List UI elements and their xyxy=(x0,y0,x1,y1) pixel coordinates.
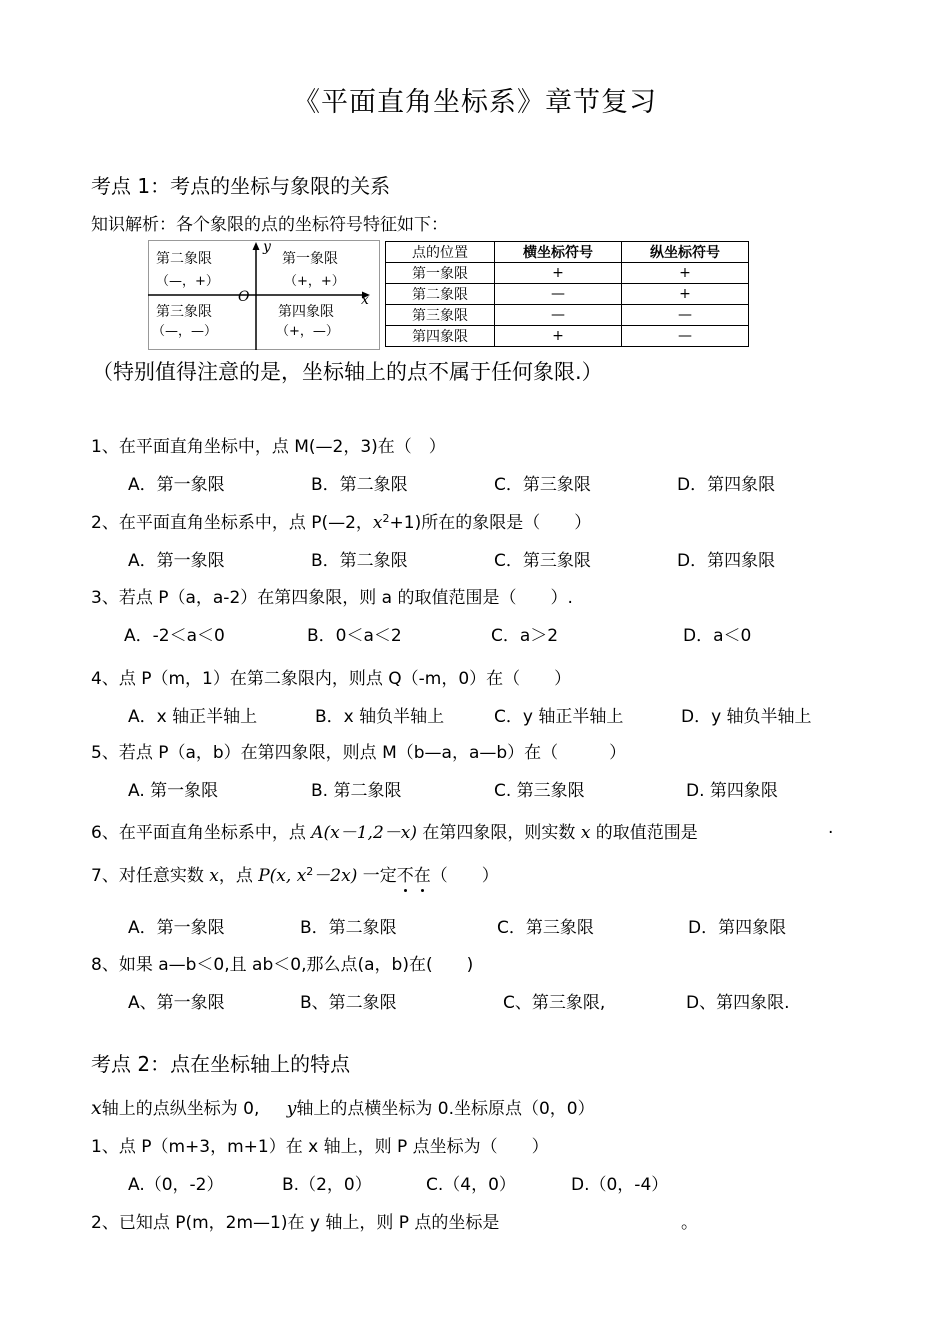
s2q2-answer-end: 。 xyxy=(681,1213,698,1233)
y-axis-rule-text: 轴上的点横坐标为 0.坐标原点（0，0） xyxy=(296,1099,595,1119)
quadrant-3-name: 第三象限 xyxy=(156,304,212,320)
q5-option-c: C. 第三象限 xyxy=(494,781,585,801)
q4-option-d: D．y 轴负半轴上 xyxy=(681,707,812,727)
table-row xyxy=(386,305,749,326)
origin-label: O xyxy=(238,289,250,305)
q6-text-start: 6、在平面直角坐标系中，点 xyxy=(91,823,312,843)
question-3: 3、若点 P（a，a-2）在第四象限，则 a 的取值范围是（ ）. xyxy=(91,588,573,608)
q6-formula: A(x－1,2－x) xyxy=(311,823,417,843)
q4-option-c: C．y 轴正半轴上 xyxy=(494,707,624,727)
section2-question-1: 1、点 P（m+3，m+1）在 x 轴上，则 P 点坐标为（ ） xyxy=(91,1137,549,1157)
quadrant-2-sign: （—，+） xyxy=(156,274,219,289)
quadrant-2-name: 第二象限 xyxy=(156,251,212,267)
quadrant-4-name: 第四象限 xyxy=(278,304,334,320)
y-axis-label: y xyxy=(263,239,271,255)
q5-option-a: A. 第一象限 xyxy=(128,781,219,801)
quadrant-3-sign: （—，—） xyxy=(152,324,218,339)
q3-option-a: A．-2＜a＜0 xyxy=(124,626,225,646)
section2-heading: 考点 2：点在坐标轴上的特点 xyxy=(91,1052,351,1076)
q8-option-a: A、第一象限 xyxy=(128,993,225,1013)
quadrant-sign-table xyxy=(385,241,749,347)
y-axis-var: y xyxy=(286,1099,297,1119)
table-cell: 第一象限 xyxy=(386,263,495,284)
q7-variable: x xyxy=(209,866,219,886)
q7-text-end: （ ） xyxy=(430,866,499,886)
table-cell: 第二象限 xyxy=(386,284,495,305)
table-cell: + xyxy=(622,284,749,305)
q4-option-a: A．x 轴正半轴上 xyxy=(128,707,258,727)
q8-option-d: D、第四象限. xyxy=(686,993,790,1013)
x-axis-var: x xyxy=(91,1097,102,1119)
x-axis-label: x xyxy=(361,292,369,308)
quadrant-4-sign: （+，—） xyxy=(276,324,339,339)
q6-text-end: 的取值范围是 xyxy=(590,823,698,843)
q2-text-end: +1)所在的象限是（ ） xyxy=(389,513,592,533)
quadrant-note: （特别值得注意的是，坐标轴上的点不属于任何象限.） xyxy=(92,360,603,384)
question-6 xyxy=(91,818,698,843)
table-cell: + xyxy=(622,263,749,284)
table-header-cell: 纵坐标符号 xyxy=(622,242,749,263)
q3-option-d: D．a＜0 xyxy=(683,626,752,646)
q7-text-start: 7、对任意实数 xyxy=(91,866,210,886)
q5-option-d: D. 第四象限 xyxy=(686,781,778,801)
q1-option-c: C．第三象限 xyxy=(494,475,591,495)
q7-formula-start: P(x, x xyxy=(258,866,307,886)
section2-question-2: 2、已知点 P(m，2m—1)在 y 轴上，则 P 点的坐标是 xyxy=(91,1213,500,1233)
q7-formula-end: －2x) xyxy=(313,866,358,886)
q6-variable: x xyxy=(580,823,591,843)
q3-option-c: C．a＞2 xyxy=(491,626,559,646)
q1-option-b: B．第二象限 xyxy=(311,475,408,495)
table-header-cell: 横坐标符号 xyxy=(495,242,622,263)
question-2 xyxy=(91,508,591,533)
y-arrow xyxy=(253,242,260,250)
q8-option-b: B、第二象限 xyxy=(300,993,397,1013)
table-row xyxy=(386,263,749,284)
table-cell: + xyxy=(495,326,622,347)
axis-rule xyxy=(91,1094,595,1119)
q2-text-start: 2、在平面直角坐标系中，点 P(—2， xyxy=(91,513,373,533)
quadrant-figure xyxy=(148,240,380,350)
section1-heading: 考点 1：考点的坐标与象限的关系 xyxy=(91,174,391,198)
q2-variable: x xyxy=(372,513,383,533)
q4-option-b: B．x 轴负半轴上 xyxy=(315,707,445,727)
q7-option-a: A．第一象限 xyxy=(128,918,225,938)
q2-option-d: D．第四象限 xyxy=(677,551,776,571)
q2-option-a: A．第一象限 xyxy=(128,551,225,571)
q7-text-middle: 一定 xyxy=(357,866,397,886)
q3-option-b: B．0＜a＜2 xyxy=(307,626,402,646)
table-cell: — xyxy=(622,326,749,347)
q2-option-c: C．第三象限 xyxy=(494,551,591,571)
q7-text-point: ，点 xyxy=(218,866,259,886)
q5-option-b: B. 第二象限 xyxy=(311,781,402,801)
table-cell: — xyxy=(495,284,622,305)
question-8: 8、如果 a—b＜0,且 ab＜0,那么点(a，b)在( ) xyxy=(91,955,474,975)
table-cell: — xyxy=(495,305,622,326)
q7-emphasis-2: 在 xyxy=(414,861,431,886)
q1-option-a: A．第一象限 xyxy=(128,475,225,495)
question-4: 4、点 P（m，1）在第二象限内，则点 Q（-m，0）在（ ） xyxy=(91,669,572,689)
s2q1-option-d: D.（0，-4） xyxy=(571,1175,669,1195)
q8-option-c: C、第三象限, xyxy=(503,993,606,1013)
q1-option-d: D．第四象限 xyxy=(677,475,776,495)
q6-answer-period: . xyxy=(828,818,834,838)
s2q1-option-c: C.（4，0） xyxy=(426,1175,516,1195)
s2q1-option-a: A.（0，-2） xyxy=(128,1175,224,1195)
q7-option-d: D．第四象限 xyxy=(688,918,787,938)
table-header-row xyxy=(386,242,749,263)
table-header-cell: 点的位置 xyxy=(386,242,495,263)
q6-text-middle: 在第四象限，则实数 xyxy=(417,823,581,843)
q7-option-b: B．第二象限 xyxy=(300,918,397,938)
table-row xyxy=(386,284,749,305)
quadrant-1-name: 第一象限 xyxy=(282,251,338,267)
question-7 xyxy=(91,861,499,886)
table-cell: 第三象限 xyxy=(386,305,495,326)
q7-exponent: 2 xyxy=(306,865,314,878)
table-row xyxy=(386,326,749,347)
section1-intro: 知识解析：各个象限的点的坐标符号特征如下： xyxy=(91,215,448,235)
q7-option-c: C．第三象限 xyxy=(497,918,594,938)
table-cell: + xyxy=(495,263,622,284)
q2-exponent: 2 xyxy=(382,512,390,525)
quadrant-1-sign: （+，+） xyxy=(284,274,345,289)
question-5: 5、若点 P（a，b）在第四象限，则点 M（b—a，a—b）在（ ） xyxy=(91,743,627,763)
table-cell: 第四象限 xyxy=(386,326,495,347)
question-1: 1、在平面直角坐标中，点 M(—2，3)在（ ） xyxy=(91,437,446,457)
s2q1-option-b: B.（2，0） xyxy=(282,1175,372,1195)
x-axis-rule-text: 轴上的点纵坐标为 0, xyxy=(101,1099,260,1119)
q2-option-b: B．第二象限 xyxy=(311,551,408,571)
table-cell: — xyxy=(622,305,749,326)
q7-emphasis-1: 不 xyxy=(397,861,414,886)
page-title: 《平面直角坐标系》章节复习 xyxy=(293,87,657,118)
